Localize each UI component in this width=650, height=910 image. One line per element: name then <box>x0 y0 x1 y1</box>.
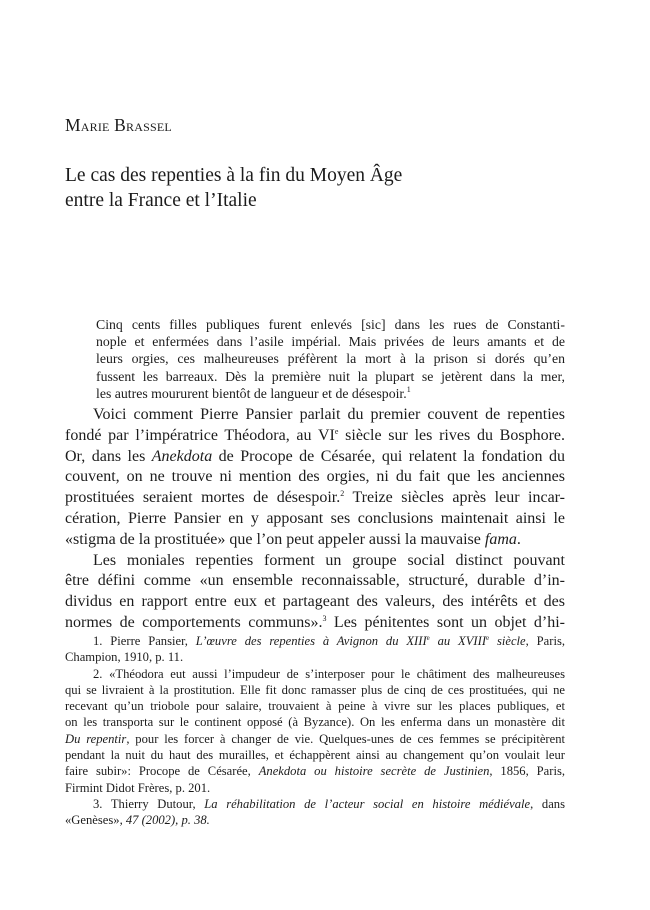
footnote-line <box>65 649 565 665</box>
epigraph-text: Cinq cents filles publiques furent enlevés [sic] dans les rues de Constanti- <box>96 317 565 332</box>
footnote-line <box>65 714 565 730</box>
footnote-text: recevant qu’un triobole pour salaire, trouvaient à peine à vivre sur les places publiques, et <box>65 699 565 714</box>
footnote-text: , 1856, Paris, <box>489 764 565 779</box>
title-line: Le cas des repenties à la fin du Moyen Âge <box>65 165 403 186</box>
italic-title: L’œuvre des repenties à Avignon du XIII <box>195 634 427 648</box>
footnote-ref[interactable]: 2 <box>340 489 345 499</box>
italic-title: Du repentir <box>65 731 127 746</box>
body-text-run: cération, Pierre Pansier en y apposant ses conclusions maintenait ainsi le <box>65 509 565 527</box>
italic-title: au XVIII <box>429 634 487 648</box>
body-line <box>65 530 565 551</box>
body-text-run: être défini comme «un ensemble reconnaissable, structuré, durable d’in- <box>65 572 565 590</box>
body-line <box>65 509 565 530</box>
italic-title: Anekdota <box>151 447 213 465</box>
body-text-run: Treize siècles après leur incar- <box>344 489 566 507</box>
italic-term: fama <box>484 530 517 548</box>
footnote-text: on les transporta sur le continent opposé (à Byzance). On les enferma dans un monastère dit <box>65 715 565 730</box>
footnote-text: «Genèses» <box>65 813 120 828</box>
footnote-text: Champion, 1910, p. 11. <box>65 650 184 665</box>
footnote-line <box>65 633 565 649</box>
footnote-ref[interactable]: 3 <box>322 613 327 623</box>
epigraph-line <box>96 333 565 350</box>
footnote-text: , Paris, <box>525 634 565 648</box>
footnote-text: pendant la nuit du haut des murailles, et échappèrent ainsi au changement qu’on voulait leur <box>65 748 565 763</box>
body-text-run: de Procope de Césarée, qui relatent la fondation du <box>212 447 565 465</box>
body-text-run: fondé par l’impératrice Théodora, au VI <box>65 426 335 444</box>
footnote-text: 1. Pierre Pansier, <box>93 634 196 648</box>
body-text-run: . <box>516 530 521 548</box>
body-text-run: Les moniales repenties forment un groupe social distinct pouvant <box>93 551 565 569</box>
body-text-run: Or, dans les <box>65 447 152 465</box>
body-text-run: prostituées seraient mortes de désespoir. <box>65 489 341 507</box>
body-text-run: couvent, on ne trouve ni mention des orgies, ni du fait que les anciennes <box>65 468 565 486</box>
italic-title: La réhabilitation de l’acteur social en histoire médiévale <box>204 796 531 811</box>
footnote-line <box>65 812 565 828</box>
footnote-text: 3. Thierry Dutour, <box>93 796 205 811</box>
footnote-line <box>65 666 565 682</box>
body-line <box>65 426 565 447</box>
body-line <box>65 447 565 468</box>
body-text <box>65 405 565 634</box>
epigraph-quote <box>96 316 565 402</box>
footnotes <box>65 633 565 829</box>
footnote-text: qui se livraient à la prostitution. Elle fit donc ramasser plus de cinq de ces prostituées, qui ne <box>65 682 565 697</box>
epigraph-text: nople et enfermées dans l’asile impérial. Mais privées de leurs amants et de <box>96 334 565 350</box>
footnote-line <box>65 682 565 698</box>
italic-text: , 47 (2002), p. 38. <box>119 813 210 828</box>
epigraph-text: leurs orgies, ces malheureuses préfèrent la mort à la prison si dorés qu’en <box>96 351 565 367</box>
epigraph-line <box>96 368 565 385</box>
footnote-line <box>65 731 565 747</box>
footnote-line <box>65 698 565 714</box>
footnote-text: 2. «Théodora eut aussi l’impudeur de s’interposer pour le châtiment des malheureuses <box>93 666 565 681</box>
body-line <box>65 488 565 509</box>
body-line <box>65 551 565 572</box>
author-name: Marie Brassel <box>65 115 172 135</box>
superscript: e <box>334 426 339 436</box>
epigraph-line <box>96 385 565 402</box>
body-text-run: Les pénitentes sont un objet d’hi- <box>326 613 566 631</box>
italic-title: Anekdota ou histoire secrète de Justinien <box>258 764 490 779</box>
footnote-line <box>65 763 565 779</box>
footnote-line <box>65 747 565 763</box>
footnote-text: , dans <box>530 796 566 811</box>
epigraph-text: fussent les barreaux. Dès la première nuit la plupart se jetèrent dans la mer, <box>96 368 565 384</box>
footnote-text: faire subir»: Procope de Césarée, <box>65 764 259 779</box>
superscript: e <box>486 634 490 642</box>
epigraph-line <box>96 316 565 333</box>
body-line <box>65 467 565 488</box>
body-text-run: siècle sur les rives du Bosphore. <box>338 426 565 444</box>
body-text-run: «stigma de la prostituée» que l’on peut appeler aussi la mauvaise <box>65 530 485 548</box>
body-text-run: normes de comportements communs». <box>65 613 323 631</box>
body-line <box>65 613 565 634</box>
italic-title: siècle <box>489 634 526 648</box>
body-line <box>65 405 565 426</box>
superscript: e <box>426 634 430 642</box>
footnote-text: , pour les forcer à changer de vie. Quelques-unes de ces femmes se précipitèrent <box>126 731 565 746</box>
article-title <box>65 163 585 213</box>
epigraph-line <box>96 350 565 367</box>
body-text-run: dividus en rapport entre eux et partageant des valeurs, des intérêts et des <box>65 593 565 611</box>
footnote-line <box>65 796 565 812</box>
footnote-text: Firmint Didot Frères, p. 201. <box>65 780 211 795</box>
body-line <box>65 592 565 613</box>
title-line: entre la France et l’Italie <box>65 190 257 211</box>
footnote-ref[interactable]: 1 <box>406 384 411 394</box>
footnote-line <box>65 780 565 796</box>
body-text-run: Voici comment Pierre Pansier parlait du premier couvent de repenties <box>93 406 565 423</box>
body-line <box>65 571 565 592</box>
epigraph-text: les autres moururent bientôt de langueur et de désespoir. <box>96 385 407 401</box>
